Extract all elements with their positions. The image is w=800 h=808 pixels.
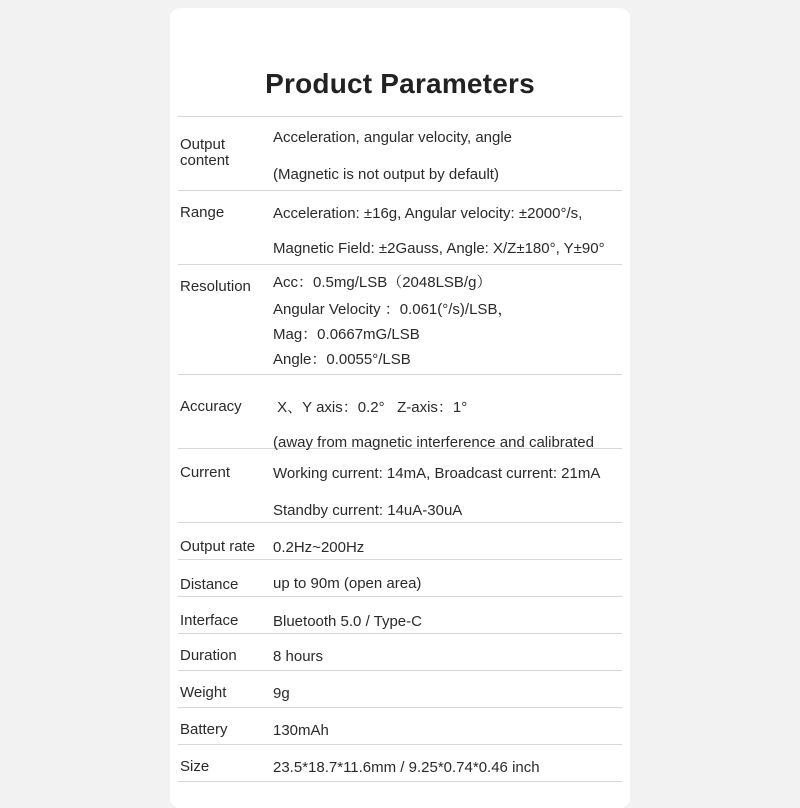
parameters-card (170, 8, 630, 808)
row-value: 23.5*18.7*11.6mm / 9.25*0.74*0.46 inch (273, 759, 540, 776)
parameters-table (178, 116, 622, 782)
row-value: 130mAh (273, 722, 329, 739)
row-value: (Magnetic is not output by default) (273, 166, 499, 183)
table-row (178, 560, 622, 597)
row-label: Resolution (180, 278, 251, 295)
row-value: X、Y axis：0.2° Z-axis：1° (273, 399, 468, 416)
row-label: Current (180, 464, 231, 481)
row-label: Output rate (180, 538, 256, 555)
row-label: Interface (180, 612, 239, 629)
row-value: Angle：0.0055°/LSB (273, 351, 411, 368)
row-value: (away from magnetic interference and calibrated (273, 434, 594, 451)
row-value: 0.2Hz~200Hz (273, 539, 365, 556)
row-value: Bluetooth 5.0 / Type-C (273, 613, 422, 630)
row-value: 8 hours (273, 648, 324, 665)
table-row (178, 745, 622, 782)
row-label: Weight (180, 684, 227, 701)
row-value: Acceleration, angular velocity, angle (273, 129, 513, 146)
row-value: Standby current: 14uA-30uA (273, 502, 463, 519)
table-row (178, 265, 622, 375)
row-label: Size (180, 758, 210, 775)
row-value: Acc：0.5mg/LSB（2048LSB/g） (273, 274, 492, 291)
table-row (178, 375, 622, 449)
table-row (178, 191, 622, 265)
table-row (178, 597, 622, 634)
row-value: Working current: 14mA, Broadcast current: 21mA (273, 465, 601, 482)
row-value: Angular Velocity ：0.061(°/s)/LSB， (273, 301, 513, 318)
table-row (178, 523, 622, 560)
row-value: 9g (273, 685, 290, 702)
row-value: Mag：0.0667mG/LSB (273, 326, 420, 343)
row-label: Battery (180, 721, 228, 738)
row-value: Magnetic Field: ±2Gauss, Angle: X/Z±180°, Y±90° (273, 240, 605, 257)
table-row (178, 671, 622, 708)
row-label: Distance (180, 576, 239, 593)
row-value: up to 90m (open area) (273, 575, 422, 592)
table-row (178, 634, 622, 671)
table-row (178, 708, 622, 745)
row-label: Accuracy (180, 398, 242, 415)
row-value: Acceleration: ±16g, Angular velocity: ±2000°/s, (273, 205, 583, 222)
table-row (178, 449, 622, 523)
table-row (178, 117, 622, 191)
row-label: Duration (180, 647, 237, 664)
row-label: Output content (180, 136, 230, 169)
page-title: Product Parameters (265, 68, 535, 99)
row-label: Range (180, 204, 225, 221)
